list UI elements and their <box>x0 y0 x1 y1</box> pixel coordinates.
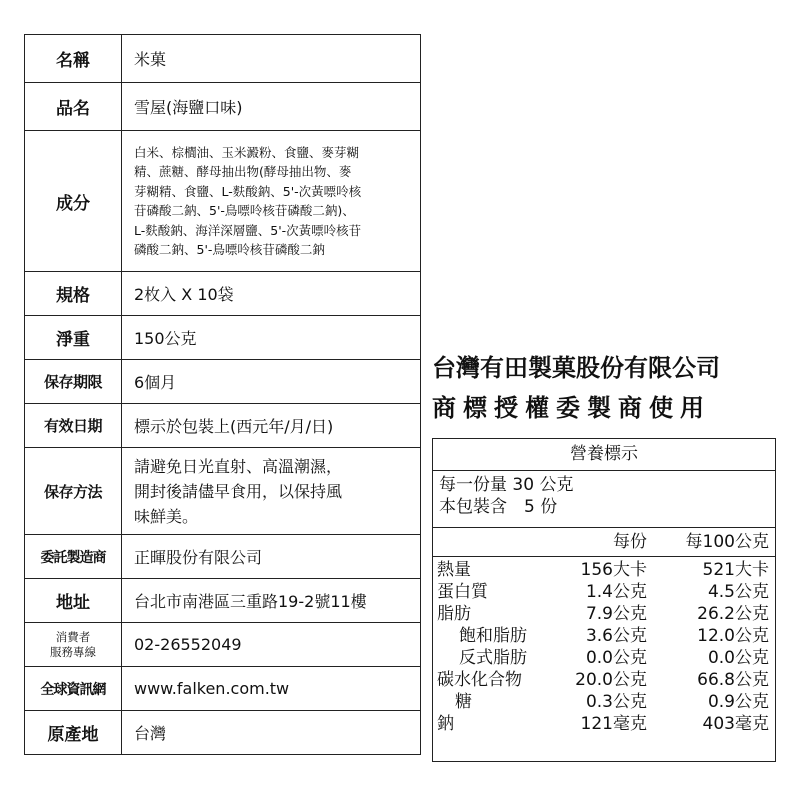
nutrition-panel <box>432 438 776 762</box>
nutrition-header-row <box>433 528 775 557</box>
hotline-label <box>25 623 122 667</box>
per-serving-value: 3.6公克 <box>585 626 647 646</box>
nutrient-name: 鈉 <box>437 714 454 734</box>
ingredients-value <box>122 131 421 272</box>
per-serving-value: 0.3公克 <box>585 692 647 712</box>
name-label: 名稱 <box>25 35 122 83</box>
spec-row-shelf-life <box>25 360 421 404</box>
name-value: 米菓 <box>122 35 421 83</box>
per-serving-value: 121毫克 <box>580 714 647 734</box>
ingredients-line: L-麩酸鈉、海洋深層鹽、5'-次黃嘌呤核苷 <box>134 222 362 238</box>
product-label: 品名 <box>25 83 122 131</box>
spec-row-name <box>25 35 421 83</box>
spec-row-origin <box>25 711 421 755</box>
product-value: 雪屋(海鹽口味) <box>122 83 421 131</box>
spec-row-net-weight <box>25 316 421 360</box>
per-serving-value: 156大卡 <box>580 560 647 580</box>
storage-line: 開封後請儘早食用，以保持風 <box>134 481 343 501</box>
nutrient-name: 飽和脂肪 <box>459 626 527 646</box>
nutrient-name: 碳水化合物 <box>437 670 522 690</box>
spec-row-expiry <box>25 404 421 448</box>
spec-table <box>24 34 421 755</box>
hotline-value: 02-26552049 <box>122 623 421 667</box>
hotline-label-line: 消費者 <box>55 629 91 644</box>
storage-line: 味鮮美。 <box>134 506 199 526</box>
nutrition-row <box>433 603 775 625</box>
nutrient-name: 反式脂肪 <box>459 648 527 668</box>
per-serving-header: 每份 <box>613 532 647 552</box>
serving-size: 每一份量 30 公克 <box>439 475 574 495</box>
address-value: 台北市南港區三重路19-2號11樓 <box>122 579 421 623</box>
storage-label: 保存方法 <box>25 448 122 535</box>
nutrition-row <box>433 669 775 691</box>
nutrient-name: 蛋白質 <box>437 582 488 602</box>
nutrient-name: 熱量 <box>437 560 471 580</box>
website-label: 全球資訊網 <box>25 667 122 711</box>
storage-line: 請避免日光直射、高溫潮濕， <box>134 456 343 476</box>
nutrition-row <box>433 625 775 647</box>
nutrition-row <box>433 647 775 669</box>
origin-label: 原產地 <box>25 711 122 755</box>
manufacturer-label: 委託製造商 <box>25 535 122 579</box>
company-name: 台灣有田製菓股份有限公司 <box>432 354 720 382</box>
address-label: 地址 <box>25 579 122 623</box>
per-serving-value: 20.0公克 <box>575 670 647 690</box>
per-serving-value: 7.9公克 <box>585 604 647 624</box>
per-100g-value: 403毫克 <box>702 714 769 734</box>
website-value: www.falken.com.tw <box>122 667 421 711</box>
per-100g-header: 每100公克 <box>685 532 769 552</box>
nutrition-row <box>433 559 775 581</box>
size-label: 規格 <box>25 272 122 316</box>
per-serving-value: 0.0公克 <box>585 648 647 668</box>
ingredients-line: 苷磷酸二鈉、5'-鳥嘌呤核苷磷酸二鈉)、 <box>134 203 355 218</box>
expiry-label: 有效日期 <box>25 404 122 448</box>
shelf-life-label: 保存期限 <box>25 360 122 404</box>
nutrient-name: 脂肪 <box>437 604 471 624</box>
per-100g-value: 0.9公克 <box>707 692 769 712</box>
spec-row-website <box>25 667 421 711</box>
expiry-value: 標示於包裝上(西元年/月/日) <box>122 404 421 448</box>
per-100g-value: 521大卡 <box>702 560 769 580</box>
ingredients-line: 磷酸二鈉、5'-鳥嘌呤核苷磷酸二鈉 <box>134 242 325 257</box>
per-100g-value: 4.5公克 <box>707 582 769 602</box>
spec-row-product <box>25 83 421 131</box>
per-100g-value: 0.0公克 <box>707 648 769 668</box>
spec-row-hotline <box>25 623 421 667</box>
serving-info <box>433 471 775 528</box>
shelf-life-value: 6個月 <box>122 360 421 404</box>
per-100g-value: 66.8公克 <box>697 670 769 690</box>
ingredients-line: 芽糊精、食鹽、L-麩酸鈉、5'-次黃嘌呤核 <box>134 183 362 199</box>
per-100g-value: 12.0公克 <box>697 626 769 646</box>
nutrient-name: 糖 <box>455 692 472 712</box>
per-100g-value: 26.2公克 <box>697 604 769 624</box>
nutrition-title: 營養標示 <box>433 439 775 471</box>
size-value: 2枚入 X 10袋 <box>122 272 421 316</box>
servings-per-package: 本包裝含 5 份 <box>439 497 558 517</box>
spec-row-storage <box>25 448 421 535</box>
ingredients-line: 白米、棕櫚油、玉米澱粉、食鹽、麥芽糊 <box>134 144 360 160</box>
nutrition-row <box>433 691 775 713</box>
nutrition-row <box>433 713 775 735</box>
spec-row-size <box>25 272 421 316</box>
hotline-label-line: 服務專線 <box>50 644 96 659</box>
spec-row-address <box>25 579 421 623</box>
net-weight-label: 淨重 <box>25 316 122 360</box>
license-text: 商標授權委製商使用 <box>432 394 711 422</box>
storage-value <box>122 448 421 535</box>
spec-row-ingredients <box>25 131 421 272</box>
nutrition-row <box>433 581 775 603</box>
origin-value: 台灣 <box>122 711 421 755</box>
ingredients-line: 精、蔗糖、酵母抽出物(酵母抽出物、麥 <box>134 164 352 179</box>
spec-row-manufacturer <box>25 535 421 579</box>
net-weight-value: 150公克 <box>122 316 421 360</box>
manufacturer-value: 正暉股份有限公司 <box>122 535 421 579</box>
nutrition-rows <box>433 557 775 735</box>
per-serving-value: 1.4公克 <box>585 582 647 602</box>
ingredients-label: 成分 <box>25 131 122 272</box>
